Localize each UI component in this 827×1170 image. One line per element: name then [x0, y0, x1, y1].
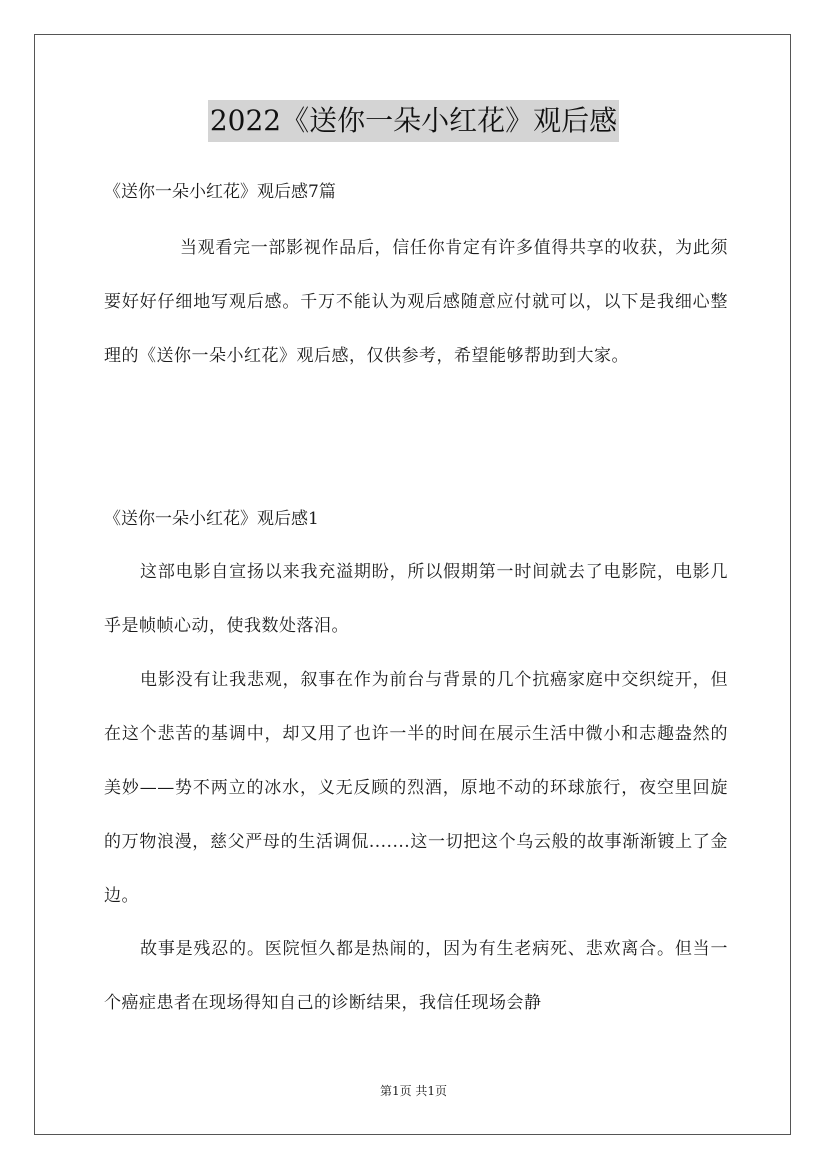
intro-paragraph: 当观看完一部影视作品后，信任你肯定有许多值得共享的收获，为此须要好好仔细地写观后感。千万不能认为观后感随意应付就可以，以下是我细心整理的《送你一朵小红花》观后感，仅供参考，希望能够帮助到大家。	[104, 238, 728, 366]
page-footer: 第1页 共1页	[379, 1084, 448, 1098]
body-paragraph-1: 这部电影自宣扬以来我充溢期盼，所以假期第一时间就去了电影院，电影几乎是帧帧心动，使我数处落泪。	[104, 562, 728, 636]
body-paragraph-3: 故事是残忍的。医院恒久都是热闹的，因为有生老病死、悲欢离合。但当一个癌症患者在现场得知自己的诊断结果，我信任现场会静	[104, 939, 728, 1013]
section-heading: 《送你一朵小红花》观后感1	[104, 509, 319, 529]
body-paragraph-2: 电影没有让我悲观，叙事在作为前台与背景的几个抗癌家庭中交织绽开，但在这个悲苦的基调中，却又用了也许一半的时间在展示生活中微小和志趣盎然的美妙——势不两立的冰水，义无反顾的烈酒，原地不动的环球旅行，夜空里回旋的万物浪漫，慈父严母的生活调侃.......这一切把这个乌云般的故事渐渐镀上了金边。	[104, 670, 728, 906]
title-container	[0, 100, 827, 142]
document-subtitle: 《送你一朵小红花》观后感7篇	[104, 182, 336, 202]
document-title: 2022《送你一朵小红花》观后感	[208, 100, 619, 142]
